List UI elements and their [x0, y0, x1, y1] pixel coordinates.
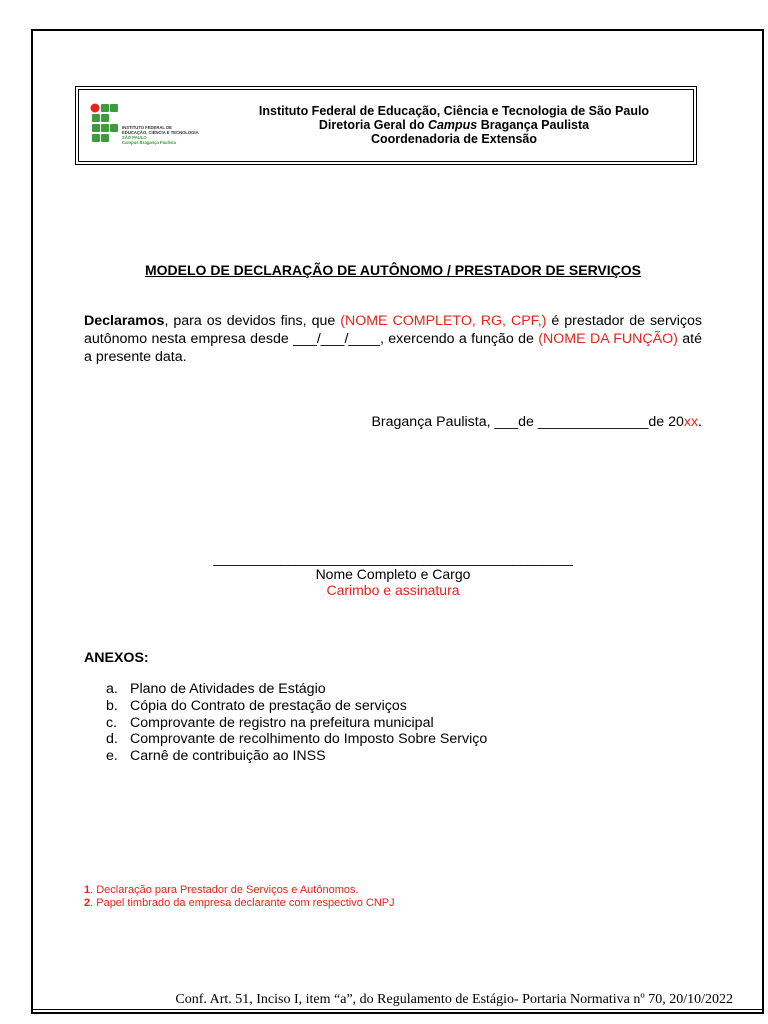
- letterhead-text: [212, 104, 696, 146]
- page-border: [31, 29, 764, 1014]
- declaration-paragraph: Declaramos, para os devidos fins, que (NOME COMPLETO, RG, CPF,) é prestador de serviços autônomo nesta empresa desde ___/___/____, exercendo a função de (NOME DA FUNÇÃO) até a presente data.: [84, 313, 702, 365]
- logo-red-dot: [91, 104, 100, 113]
- footnote: 2. Papel timbrado da empresa declarante com respectivo CNPJ: [84, 897, 395, 909]
- footnote: 1. Declaração para Prestador de Serviços e Autônomos.: [84, 884, 359, 896]
- placeholder-function: (NOME DA FUNÇÃO): [538, 331, 678, 347]
- date-line: Bragança Paulista, ___de ______________de 20xx.: [371, 414, 702, 430]
- annexes-list: [106, 681, 487, 765]
- list-item: e. Carnê de contribuição ao INSS: [106, 748, 326, 765]
- directorate-name: Diretoria Geral do Campus Bragança Paulista: [318, 118, 590, 132]
- list-item: d. Comprovante de recolhimento do Imposto Sobre Serviço: [106, 731, 488, 748]
- document-title: MODELO DE DECLARAÇÃO DE AUTÔNOMO / PRESTADOR DE SERVIÇOS: [145, 262, 641, 278]
- institute-name: Instituto Federal de Educação, Ciência e Tecnologia de São Paulo: [258, 104, 650, 118]
- list-item: b. Cópia do Contrato de prestação de serviços: [106, 697, 407, 714]
- logo-text-line: EDUCAÇÃO, CIÊNCIA E TECNOLOGIA: [122, 130, 199, 135]
- placeholder-name-rg-cpf: (NOME COMPLETO, RG, CPF,): [340, 313, 547, 329]
- signature-name-label: Nome Completo e Cargo: [315, 566, 471, 582]
- list-item: c. Comprovante de registro na prefeitura municipal: [106, 714, 434, 731]
- footnotes: [84, 884, 395, 910]
- logo-text-line: INSTITUTO FEDERAL DE: [122, 125, 172, 130]
- annexes-heading: ANEXOS:: [84, 650, 149, 666]
- footer-reference: Conf. Art. 51, Inciso I, item “a”, do Regulamento de Estágio- Portaria Normativa nº 70, 20/10/2022: [175, 992, 733, 1007]
- logo-text-line: SÃO PAULO: [122, 135, 147, 140]
- logo-text-line: Campus Bragança Paulista: [122, 140, 176, 145]
- signature-stamp-label: Carimbo e assinatura: [326, 582, 460, 598]
- list-item: a. Plano de Atividades de Estágio: [106, 681, 326, 697]
- signature-line: ________________________________________________: [213, 550, 573, 566]
- department-name: Coordenadoria de Extensão: [370, 132, 537, 146]
- footer-rule: [33, 1009, 762, 1010]
